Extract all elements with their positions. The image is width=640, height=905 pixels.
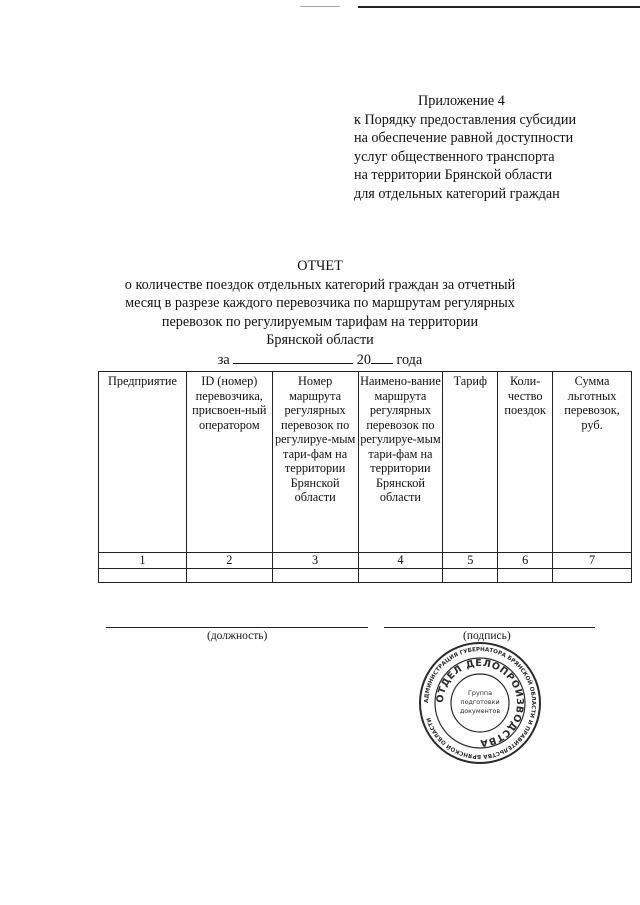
report-title: ОТЧЕТ <box>297 258 343 274</box>
table-cell[interactable] <box>553 568 632 582</box>
table-cell[interactable] <box>186 568 272 582</box>
column-number: 3 <box>272 553 358 569</box>
period-prefix: за <box>217 351 230 368</box>
annex-block <box>354 92 576 204</box>
column-number: 1 <box>99 553 187 569</box>
column-header: Номер маршрута регулярных перевозок по регулируе-мым тари-фам на территории Брянской области <box>272 372 358 553</box>
signature-label: (подпись) <box>463 630 511 642</box>
report-subtitle-line: Брянской области <box>266 332 374 349</box>
column-number: 2 <box>186 553 272 569</box>
annex-line: на территории Брянской области <box>354 167 553 184</box>
column-number: 6 <box>498 553 553 569</box>
table-cell[interactable] <box>443 568 498 582</box>
stamp-center-line: подготовки <box>460 698 500 706</box>
period-suffix: года <box>396 351 423 368</box>
table-cell[interactable] <box>272 568 358 582</box>
signature-line[interactable] <box>384 627 595 628</box>
annex-line: услуг общественного транспорта <box>354 148 555 165</box>
report-subtitle-line: о количестве поездок отдельных категорий граждан за отчетный <box>124 276 516 293</box>
column-number: 5 <box>443 553 498 569</box>
position-signature-line[interactable] <box>106 627 368 628</box>
report-subtitle-line: месяц в разрезе каждого перевозчика по маршрутам регулярных <box>125 295 515 312</box>
period-month-blank[interactable] <box>233 350 353 364</box>
top-edge-rule <box>358 6 640 8</box>
table-cell[interactable] <box>358 568 443 582</box>
annex-title: Приложение 4 <box>418 93 505 109</box>
annex-line: на обеспечение равной доступности <box>354 130 574 147</box>
column-header: Тариф <box>443 372 498 553</box>
column-number: 7 <box>553 553 632 569</box>
column-header: ID (номер) перевозчика, присвоен-ный оператором <box>186 372 272 553</box>
period-year: 20 <box>356 351 371 368</box>
table-cell[interactable] <box>99 568 187 582</box>
report-heading <box>100 257 540 370</box>
table-empty-row <box>99 568 632 582</box>
annex-line: для отдельных категорий граждан <box>354 185 560 202</box>
column-number: 4 <box>358 553 443 569</box>
annex-line: к Порядку предоставления субсидии <box>354 111 577 128</box>
column-header: Коли-чество поездок <box>498 372 553 553</box>
table-number-row <box>99 553 632 569</box>
column-header: Наимено-вание маршрута регулярных перевозок по регулируе-мым тари-фам на территории Брянской области <box>358 372 443 553</box>
table-cell[interactable] <box>498 568 553 582</box>
stamp-center-line: Группа <box>467 689 493 697</box>
position-label: (должность) <box>207 630 268 642</box>
report-period <box>100 350 540 370</box>
office-stamp-icon <box>418 641 542 765</box>
stamp-ring-text: АДМИНИСТРАЦИЯ ГУБЕРНАТОРА БРЯНСКОЙ ОБЛАСТИ И ПРАВИТЕЛЬСТВА БРЯНСКОЙ ОБЛАСТИ <box>423 646 537 760</box>
report-table <box>98 371 632 583</box>
top-edge-mark <box>300 6 340 7</box>
column-header: Сумма льготных перевозок, руб. <box>553 372 632 553</box>
period-year-blank[interactable] <box>371 350 393 364</box>
column-header: Предприятие <box>99 372 187 553</box>
stamp-inner-text: ОТДЕЛ ДЕЛОПРОИЗВОДСТВА <box>434 657 526 749</box>
stamp-center-line: документов <box>459 707 501 715</box>
report-subtitle-line: перевозок по регулируемым тарифам на территории <box>161 313 479 330</box>
table-header-row <box>99 372 632 553</box>
